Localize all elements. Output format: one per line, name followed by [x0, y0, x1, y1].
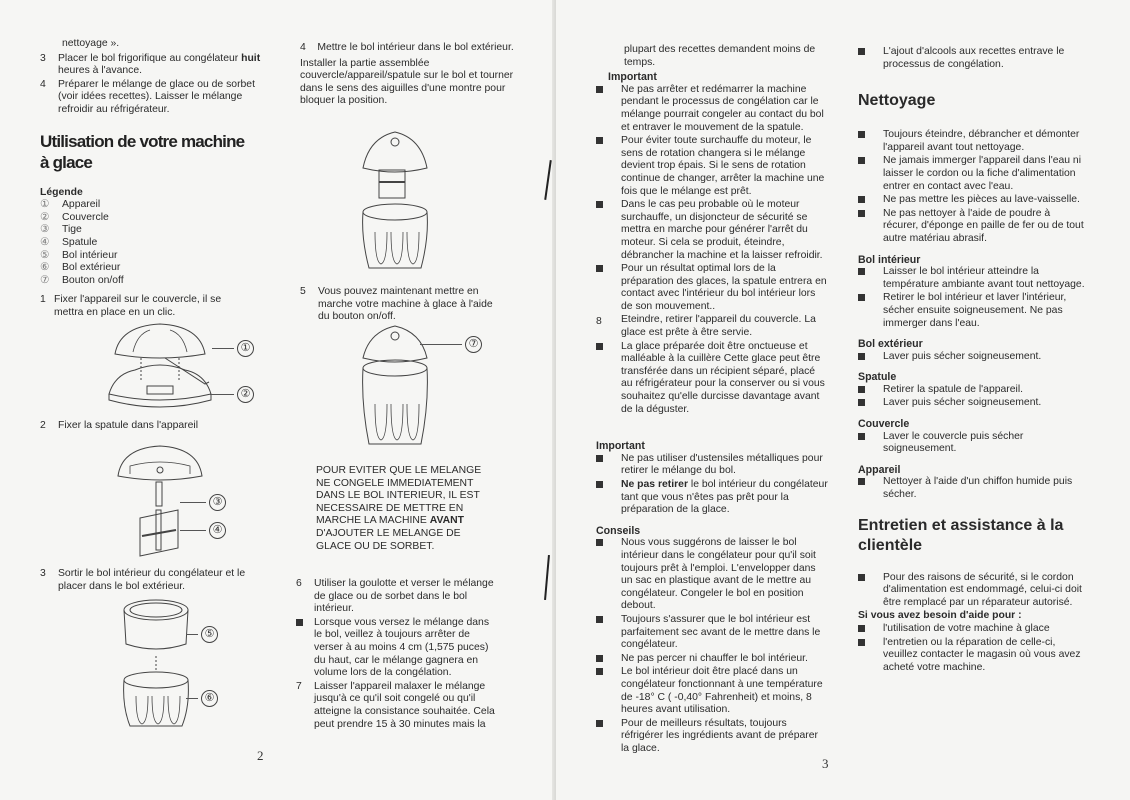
list-item: Laver puis sécher soigneusement.	[858, 351, 1086, 364]
step-3-usage: 3 Sortir le bol intérieur du congélateur et le placer dans le bol extérieur.	[40, 568, 246, 592]
legend-item: ⑦ Bouton on/off	[40, 274, 124, 286]
appareil-title: Appareil	[858, 463, 901, 476]
couvercle-title: Couvercle	[858, 418, 910, 431]
step-1-usage: 1 Fixer l'appareil sur le couvercle, il se mettra en place en un clic.	[40, 294, 222, 318]
callout-7: ⑦	[420, 336, 482, 353]
list-item: l'utilisation de votre machine à glace	[858, 623, 1086, 636]
important-list	[596, 84, 828, 314]
continuation-text: plupart des recettes demandent moins de temps.	[624, 44, 816, 68]
list-item: Ne pas nettoyer à l'aide de poudre à récurer, d'éponge en paille de fer ou de tout autre matériau abrasif.	[858, 208, 1086, 246]
conseils-title: Conseils	[596, 524, 641, 537]
list-item: l'entretien ou la réparation de celle-ci, veuillez contacter le magasin où vous avez acheté votre machine.	[858, 637, 1086, 675]
list-item: Dans le cas peu probable où le moteur surchauffe, un disjoncteur de sécurité se mettra en marche pour générer l'arrêt du moteur. Si cela se produit, éteindre, débrancher la machine et la laisser refroidir.	[596, 199, 828, 262]
section-title-service: Entretien et assistance à la clientèle	[858, 516, 1064, 554]
left-column	[40, 38, 265, 287]
step-4-prep: 4 Préparer le mélange de glace ou de sorbet (voir idées recettes). Laisser le mélange refroidir au réfrigérateur.	[40, 78, 255, 115]
callout-3: ③	[180, 494, 226, 511]
callout-4: ④	[180, 522, 226, 539]
list-item: Nous vous suggérons de laisser le bol intérieur dans le congélateur pour qu'il soit toujours prêt à l'emploi. L'envelopper dans un sac en plastique avant de le mettre au congélateur. Congeler le bol en position debout.	[596, 537, 828, 613]
step-number: 4	[40, 78, 46, 90]
list-item: Laver le couvercle puis sécher soigneusement.	[858, 431, 1086, 456]
list-item: Ne pas retirer le bol intérieur du congélateur tant que vous n'êtes pas prêt pour la préparation de la glace.	[596, 479, 828, 517]
list-item: Pour de meilleurs résultats, toujours réfrigérer les ingrédients avant de préparer la glace.	[596, 718, 828, 756]
callout-1: ①	[212, 340, 254, 357]
list-item: Ne pas percer ni chauffer le bol intérieur.	[596, 653, 828, 666]
intro-text: nettoyage ».	[62, 38, 120, 49]
list-item: Nettoyer à l'aide d'un chiffon humide puis sécher.	[858, 476, 1086, 501]
list-item: Toujours éteindre, débrancher et démonter l'appareil avant tout nettoyage.	[858, 129, 1086, 154]
page-number-left: 2	[257, 748, 264, 763]
steps-6-7	[296, 578, 496, 732]
step-3-prep: 3 Placer le bol frigorifique au congélateur huit heures à l'avance.	[40, 52, 261, 77]
list-item: Ne pas utiliser d'ustensiles métalliques pour retirer le mélange du bol.	[596, 453, 828, 478]
step-5-usage: 5 Vous pouvez maintenant mettre en marche votre machine à glace à l'aide du bouton on/off.	[300, 286, 493, 323]
left-page	[0, 0, 556, 800]
legend-item: ③ Tige	[40, 224, 82, 236]
figure-assembled-machine-icon	[355, 128, 435, 278]
callout-6: ⑥	[186, 690, 218, 707]
conseils-list	[596, 537, 828, 755]
nettoyage-list	[858, 129, 1086, 245]
step-2-usage: 2 Fixer la spatule dans l'appareil	[40, 420, 199, 431]
legend-item: ① Appareil	[40, 199, 101, 211]
step-6-bullet: Lorsque vous versez le mélange dans le bol, veillez à toujours arrêter de verser à au moins 4 cm (1,575 puces) du haut, car le mélange gagnera en volume lors de la congélation.	[296, 617, 496, 680]
callout-5: ⑤	[186, 626, 218, 643]
figure-bowls-icon	[118, 596, 198, 736]
middle-left-column	[300, 42, 530, 110]
step-4-detail: Installer la partie assemblée couvercle/appareil/spatule sur le bol et tourner dans le sens des aiguilles d'une montre pour bloquer la position.	[300, 57, 514, 107]
list-item: Laisser le bol intérieur atteindre la température ambiante avant tout nettoyage.	[858, 266, 1086, 291]
right-page	[556, 0, 1130, 800]
legend-item: ⑤ Bol intérieur	[40, 249, 118, 261]
list-item: Ne pas arrêter et redémarrer la machine pendant le processus de congélation car le mélange pourrait congeler au contact du bol et entraver le mouvement de la spatule.	[596, 84, 828, 134]
figure-appliance-lid-icon	[105, 322, 215, 410]
spatule-title: Spatule	[858, 371, 897, 384]
step-8: 8 Eteindre, retirer l'appareil du couvercle. La glace est prête à être servie.	[596, 314, 816, 339]
important-title: Important	[608, 71, 657, 84]
legend-item: ⑥ Bol extérieur	[40, 262, 121, 274]
list-item: Pour des raisons de sécurité, si le cordon d'alimentation est endommagé, celui-ci doit être remplacé par un réparateur autorisé.	[858, 572, 1086, 610]
legend-title: Légende	[40, 186, 83, 198]
step-6: 6 Utiliser la goulotte et verser le mélange de glace ou de sorbet dans le bol intérieur.	[296, 578, 494, 615]
warning-notice: POUR EVITER QUE LE MELANGE NE CONGELE IMMEDIATEMENT DANS LE BOL INTERIEUR, IL EST NECESSAIRE DE METTRE EN MARCHE LA MACHINE AVANT D'AJOUTER LE MELANGE DE GLACE OU DE SORBET.	[316, 465, 482, 552]
list-item: L'ajout d'alcools aux recettes entrave le processus de congélation.	[858, 46, 1086, 71]
list-item: Laver puis sécher soigneusement.	[858, 397, 1086, 410]
bol-exterieur-title: Bol extérieur	[858, 338, 923, 351]
important-title-2: Important	[596, 440, 645, 453]
list-item: Retirer la spatule de l'appareil.	[858, 384, 1086, 397]
list-item: Ne jamais immerger l'appareil dans l'eau ni laisser le cordon ou la fiche d'alimentation entrer en contact avec l'eau.	[858, 155, 1086, 193]
step-8-bullet: La glace préparée doit être onctueuse et malléable à la cuillère Cette glace peut être transférée dans un récipient séparé, placé au réfrigérateur pour la conserver ou si vous souhaitez qu'elle durcisse davantage avant de la déguster.	[596, 341, 828, 417]
list-item: Ne pas mettre les pièces au lave-vaisselle.	[858, 194, 1086, 207]
right-column	[858, 46, 1086, 675]
legend-item: ② Couvercle	[40, 211, 109, 223]
step-7: 7 Laisser l'appareil malaxer le mélange jusqu'à ce qu'il soit congelé ou qu'il atteigne la consistance souhaitée. Cela peut prendre 15 à 30 minutes mais la	[296, 680, 495, 730]
help-title: Si vous avez besoin d'aide pour :	[858, 610, 1022, 622]
page-number-right: 3	[822, 756, 829, 771]
legend-item: ④ Spatule	[40, 236, 98, 248]
legend-list	[40, 199, 265, 287]
step-number: 3	[40, 52, 46, 64]
list-item: Toujours s'assurer que le bol intérieur est parfaitement sec avant de le mettre dans le congélateur.	[596, 614, 828, 652]
list-item: Pour éviter toute surchauffe du moteur, le sens de rotation changera si le mélange devient trop épais. Si le sens de rotation continue de changer, arrêter la machine une fois que le mélange est prêt.	[596, 135, 828, 198]
step-4-usage: 4 Mettre le bol intérieur dans le bol extérieur.	[300, 42, 514, 53]
list-item: Pour un résultat optimal lors de la préparation des glaces, la spatule entrera en contact avec l'intérieur du bol intérieur lors de son mouvement..	[596, 263, 828, 313]
callout-2: ②	[210, 386, 254, 403]
list-item: Le bol intérieur doit être placé dans un congélateur fonctionnant à une température de -18° C ( -0,40° Fahrenheit) et moins, 8 heures avant utilisation.	[596, 666, 828, 716]
section-title-usage: Utilisation de votre machine à glace	[40, 131, 245, 172]
section-title-nettoyage: Nettoyage	[858, 92, 936, 110]
bol-interieur-title: Bol intérieur	[858, 253, 921, 266]
middle-right-column	[596, 44, 828, 756]
list-item: Retirer le bol intérieur et laver l'intérieur, sécher ensuite soigneusement. Ne pas immerger dans l'eau.	[858, 292, 1086, 330]
